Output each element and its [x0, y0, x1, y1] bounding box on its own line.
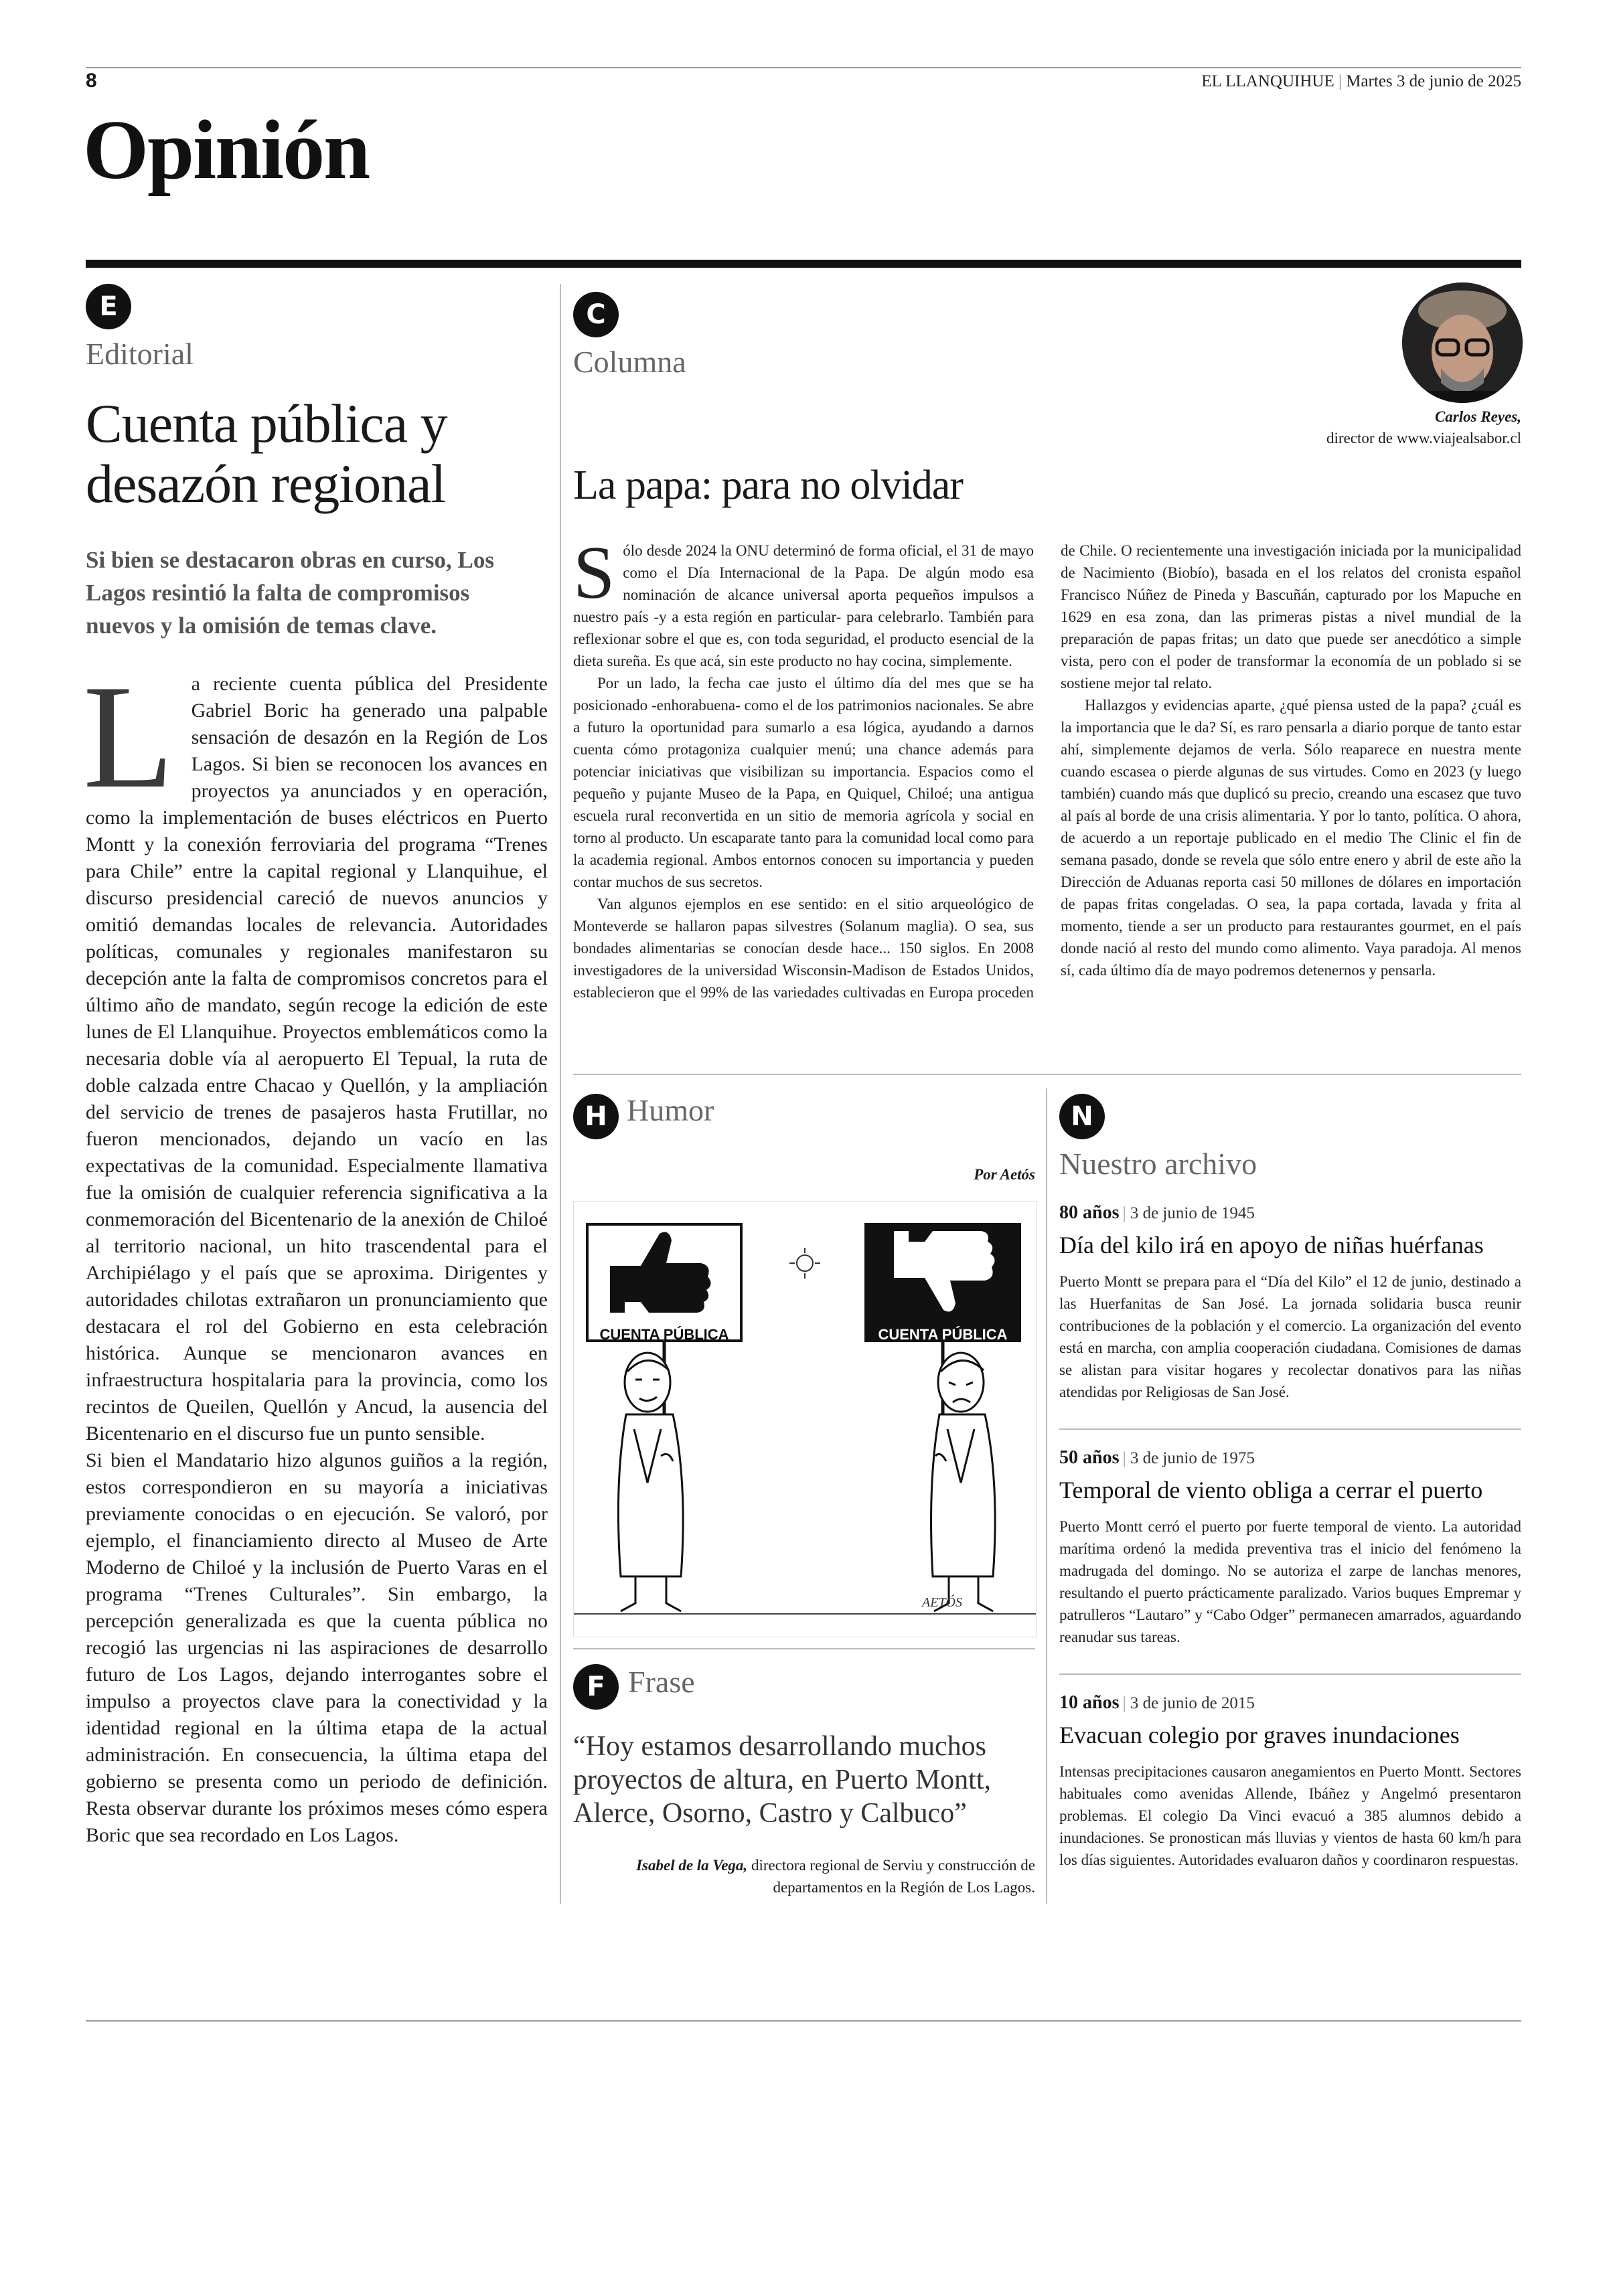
editorial-badge: E [86, 284, 131, 329]
archivo-badge: N [1059, 1094, 1105, 1139]
archivo-item-heading [1059, 1447, 1521, 1469]
archivo-separator: | [1122, 1204, 1130, 1222]
archivo-years: 80 años [1059, 1202, 1120, 1223]
editorial-lead: Si bien se destacaron obras en curso, Los Lagos resintió la falta de compromisos nuevos y la omisión de temas clave. [86, 547, 494, 639]
editorial-label: Editorial [86, 337, 194, 371]
archivo-text: Intensas precipitaciones causaron anegamientos en Puerto Montt. Sectores habituales como avenidas Allende, Ibáñez y Angelmó presentaron problemas. El colegio Da Vinci evacuó a 385 alumnos debido a inundaciones. Se pronostican más lluvias y vientos de hasta 60 km/h para los días siguientes. Autoridades evaluaron daños y coordinaron respuestas. [1059, 1763, 1521, 1868]
humor-label: Humor [627, 1093, 714, 1127]
publication-name: EL LLANQUIHUE [1201, 72, 1334, 90]
humor-bottom-rule [573, 1648, 1035, 1649]
masthead-line [1201, 72, 1521, 91]
editorial-title-line2: desazón regional [86, 453, 446, 514]
archivo-years: 50 años [1059, 1447, 1120, 1468]
column-paragraph-2: Por un lado, la fecha cae justo el último día del mes que se ha posicionado -enhorabuena- como el de los patrimonios nacionales. Se abre a futuro la oportunidad para sumarlo a esa lógica, ayudando a darnos cuenta cómo protagoniza cualquier menú; una chance además para potenciar iniciativas que visibilizan su importancia. Espacios como el pequeño y pujante Museo de la Papa, en Quiquel, Chiloé; una antigua escuela rural reconvertida en un sitio de memoria agrícola y social en torno al producto. Un escaparate tanto para la comunidad local como para la academia regional. Ambos entornos conocen su importancia y pueden contar muchos de sus secretos. [573, 675, 1034, 890]
author-portrait-graphic [1402, 282, 1523, 403]
editorial-paragraph-2: Si bien el Mandatario hizo algunos guiños a la región, estos correspondieron en su mayoría a iniciativas previamente conocidas o en ejecución. Se valoró, por ejemplo, el financiamiento directo al Museo de Arte Moderno de Chiloé y la inclusión de Puerto Varas en el programa “Trenes Culturales”. Sin embargo, la percepción generalizada es que la cuenta pública no recogió las urgencias ni las aspiraciones de desarrollo futuro de Los Lagos, dejando interrogantes sobre el impulso a proyectos clave para la conectividad y la identidad regional en la última etapa de la actual administración. En consecuencia, la última etapa del gobierno se presenta como un periodo de definición. Resta observar durante los próximos meses cómo espera Boric que sea recordado en Los Lagos. [86, 1449, 548, 1846]
column-title: La papa: para no olvidar [573, 463, 963, 508]
column-paragraph-4: Hallazgos y evidencias aparte, ¿qué piensa usted de la papa? ¿cuál es la importancia que le da? Sí, es raro pensarla a diario porque de tanto estar ahí, simplemente dejamos de verla. Sólo reaparece en nuestra mente cuando escasea o pierde algunas de sus virtudes. Como en 2023 (y luego también) cuando más que duplicó su precio, creando una escasez que tuvo al país al borde de una crisis alimentaria. Y por lo tanto, política. O ahora, de acuerdo a un reportaje publicado en el medio The Clinic el fin de semana pasado, donde se revela que sólo entre enero y abril de este año la Dirección de Aduanas reporta casi 50 millones de dólares en importación de papas fritas congeladas. O sea, la papa cortada, lavada y frita al momento, tiende a ser un producto para restaurantes gourmet, en el país donde nació al resto del mundo como alimento. Vaya paradoja. Al menos sí, cada último día de mayo podremos detenernos y pensarla. [1061, 697, 1521, 979]
column-paragraph-1 [573, 531, 1034, 672]
editorial-body [83, 655, 548, 1849]
publication-date: Martes 3 de junio de 2025 [1346, 72, 1521, 90]
cartoon-drawing [574, 1202, 1036, 1637]
frase-badge: F [573, 1664, 619, 1710]
archivo-separator: | [1122, 1694, 1130, 1712]
column-p1-text: ólo desde 2024 la ONU determinó de forma oficial, el 31 de mayo como el Día Internacional de la Papa. De algún modo esa nominación de alcance universal aporta pequeños impulsos a nuestro país -y a esta región en particular- para celebrarlo. También para reflexionar sobre el que es, con toda seguridad, el producto esencial de la dieta sureña. Es que acá, sin este producto no hay cocina, simplemente. [573, 542, 1034, 669]
column-bottom-rule [573, 1074, 1521, 1075]
editorial-opening: a reciente cuenta pública del Presidente Gabriel Boric ha generado una palpable sensación de desazón en la Región de Los Lagos. Si bien se reconocen los avances en proyectos ya anunciados y en operación, como la implementación de buses eléctricos en Puerto Montt y la conexión ferroviaria del programa “Trenes para Chile” entre la capital regional y Llanquihue, el discurso presidencial careció de nuevos anuncios y omitió demandas locales de relevancia. Autoridades políticas, comunales y regionales manifestaron su decepción ante la falta de compromisos concretos para el último año de mandato, según recoge la edición de este lunes de El Llanquihue. Proyectos emblemáticos como la necesaria doble vía al aeropuerto El Tepual, la ruta de doble calzada entre Chacao y Quellón, y la ampliación del servicio de trenes de pasajeros hasta Frutillar, no fueron mencionados, dejando un vacío en las expectativas de la comunidad. Especialmente llamativa fue la omisión de cualquier referencia significativa a la conmemoración del Bicentenario de la anexión de Chiloé al territorio nacional, un hito trascendental para el Archipiélago y el país que se aproxima. Dirigentes y autoridades chilotas extrañaron un pronunciamiento que destacara el rol del Gobierno en esta celebración histórica. Aunque se mencionaron avances en infraestructura hospitalaria para la provincia, como los recintos de Queilen, Quellón y Ancud, la ausencia del Bicentenario en el discurso fue un punto sensible. [86, 673, 548, 1445]
author-name: Carlos Reyes, [1434, 408, 1521, 425]
frase-quote: “Hoy estamos desarrollando muchos proyectos de altura, en Puerto Montt, Alerce, Osorno, Castro y Calbuco” [573, 1731, 992, 1829]
archivo-divider [1059, 1673, 1521, 1675]
masthead-separator: | [1338, 72, 1347, 90]
archivo-text: Puerto Montt se prepara para el “Día del Kilo” el 12 de junio, destinado a las Huerfanitas de San José. La jornada solidaria busca reunir contribuciones de la población y el comercio. La organización del evento está en marcha, con amplia cooperación ciudadana. Comisiones de damas se alistan para visitar hogares y recolectar donativos para las niñas atendidas por Religiosas de San José. [1059, 1273, 1521, 1400]
archivo-date: 3 de junio de 1975 [1130, 1449, 1255, 1467]
bottom-rule [86, 2020, 1521, 2022]
top-rule [86, 67, 1521, 68]
frase-label: Frase [628, 1665, 695, 1699]
column-body [573, 531, 1521, 1003]
column-divider-right [1046, 1088, 1047, 1904]
archivo-item-heading [1059, 1692, 1521, 1714]
humor-badge: H [573, 1094, 619, 1139]
archivo-text: Puerto Montt cerró el puerto por fuerte temporal de viento. La autoridad marítima ordenó la medida preventiva tras el inicio del fenómeno la madrugada del domingo. No se autoriza el zarpe de lanchas menores, resultando el puerto prácticamente paralizado. Varios buques Empremar y patrulleros “Lautaro” y “Cabo Odger” permanecen amarrados, aguardando reanudar sus tareas. [1059, 1518, 1521, 1645]
archivo-title: Evacuan colegio por graves inundaciones [1059, 1722, 1460, 1748]
archivo-date: 3 de junio de 2015 [1130, 1694, 1255, 1712]
archivo-title: Día del kilo irá en apoyo de niñas huérfanas [1059, 1232, 1484, 1258]
archivo-item-heading [1059, 1202, 1521, 1224]
frase-attribution [573, 1854, 1035, 1898]
archivo-date: 3 de junio de 1945 [1130, 1204, 1255, 1222]
section-rule [86, 260, 1521, 268]
cartoon-signature: AETÓS [922, 1595, 962, 1610]
sign-left-text: CUENTA PÚBLICA [599, 1326, 729, 1343]
page-number: 8 [86, 70, 97, 92]
editorial-title-line1: Cuenta pública y [86, 393, 447, 454]
archivo-title: Temporal de viento obliga a cerrar el puerto [1059, 1477, 1483, 1503]
author-role: director de www.viajealsabor.cl [1326, 430, 1521, 446]
archivo-item [1059, 1692, 1521, 1871]
column-divider-left [560, 284, 561, 1904]
editorial-dropcap: L [83, 655, 174, 819]
archivo-item [1059, 1447, 1521, 1673]
archivo-divider [1059, 1428, 1521, 1430]
column-paragraph-3: Van algunos ejemplos en ese sentido: en el sitio arqueológico de Monteverde se hallaron papas silvestres (Solanum maglia). O sea, sus bondades alimentarias se conocían desde hace... 150 siglos. En 2008 investigadores de la universidad Wisconsin-Madison de Estados Unidos, establecieron que el 99% de las variedades cultivadas en Europa proceden de Chile. O recientemente una investigación iniciada por la municipalidad de Nacimiento (Biobío), basada en el los relatos del cronista español Francisco Núñez de Pineda y Bascuñán, capturado por los Mapuche en 1629 en esa zona, dan las primeras pistas a nivel mundial de la preparación de papas fritas; un dato que puede ser anecdótico a simple vista, pero con el poder de transformar la economía de un poblado si se sostiene mejor tal relato. [573, 542, 1521, 1001]
frase-author-role: directora regional de Serviu y construcción de departamentos en la Región de Los Lagos. [747, 1857, 1035, 1896]
column-badge: C [573, 292, 619, 337]
archivo-label: Nuestro archivo [1059, 1147, 1257, 1181]
archivo-separator: | [1122, 1449, 1130, 1467]
archivo-list [1059, 1202, 1521, 1871]
cartoon [573, 1201, 1037, 1637]
editorial-title [86, 394, 541, 514]
archivo-years: 10 años [1059, 1692, 1120, 1713]
humor-credit: Por Aetós [974, 1166, 1035, 1183]
frase-author: Isabel de la Vega, [636, 1857, 748, 1874]
editorial-paragraph-1 [83, 655, 548, 1447]
sign-right-text: CUENTA PÚBLICA [878, 1326, 1008, 1343]
column-dropcap: S [573, 531, 615, 614]
author-photo [1402, 282, 1523, 403]
archivo-item [1059, 1202, 1521, 1428]
section-title: Opinión [83, 104, 370, 197]
column-label: Columna [573, 345, 686, 379]
